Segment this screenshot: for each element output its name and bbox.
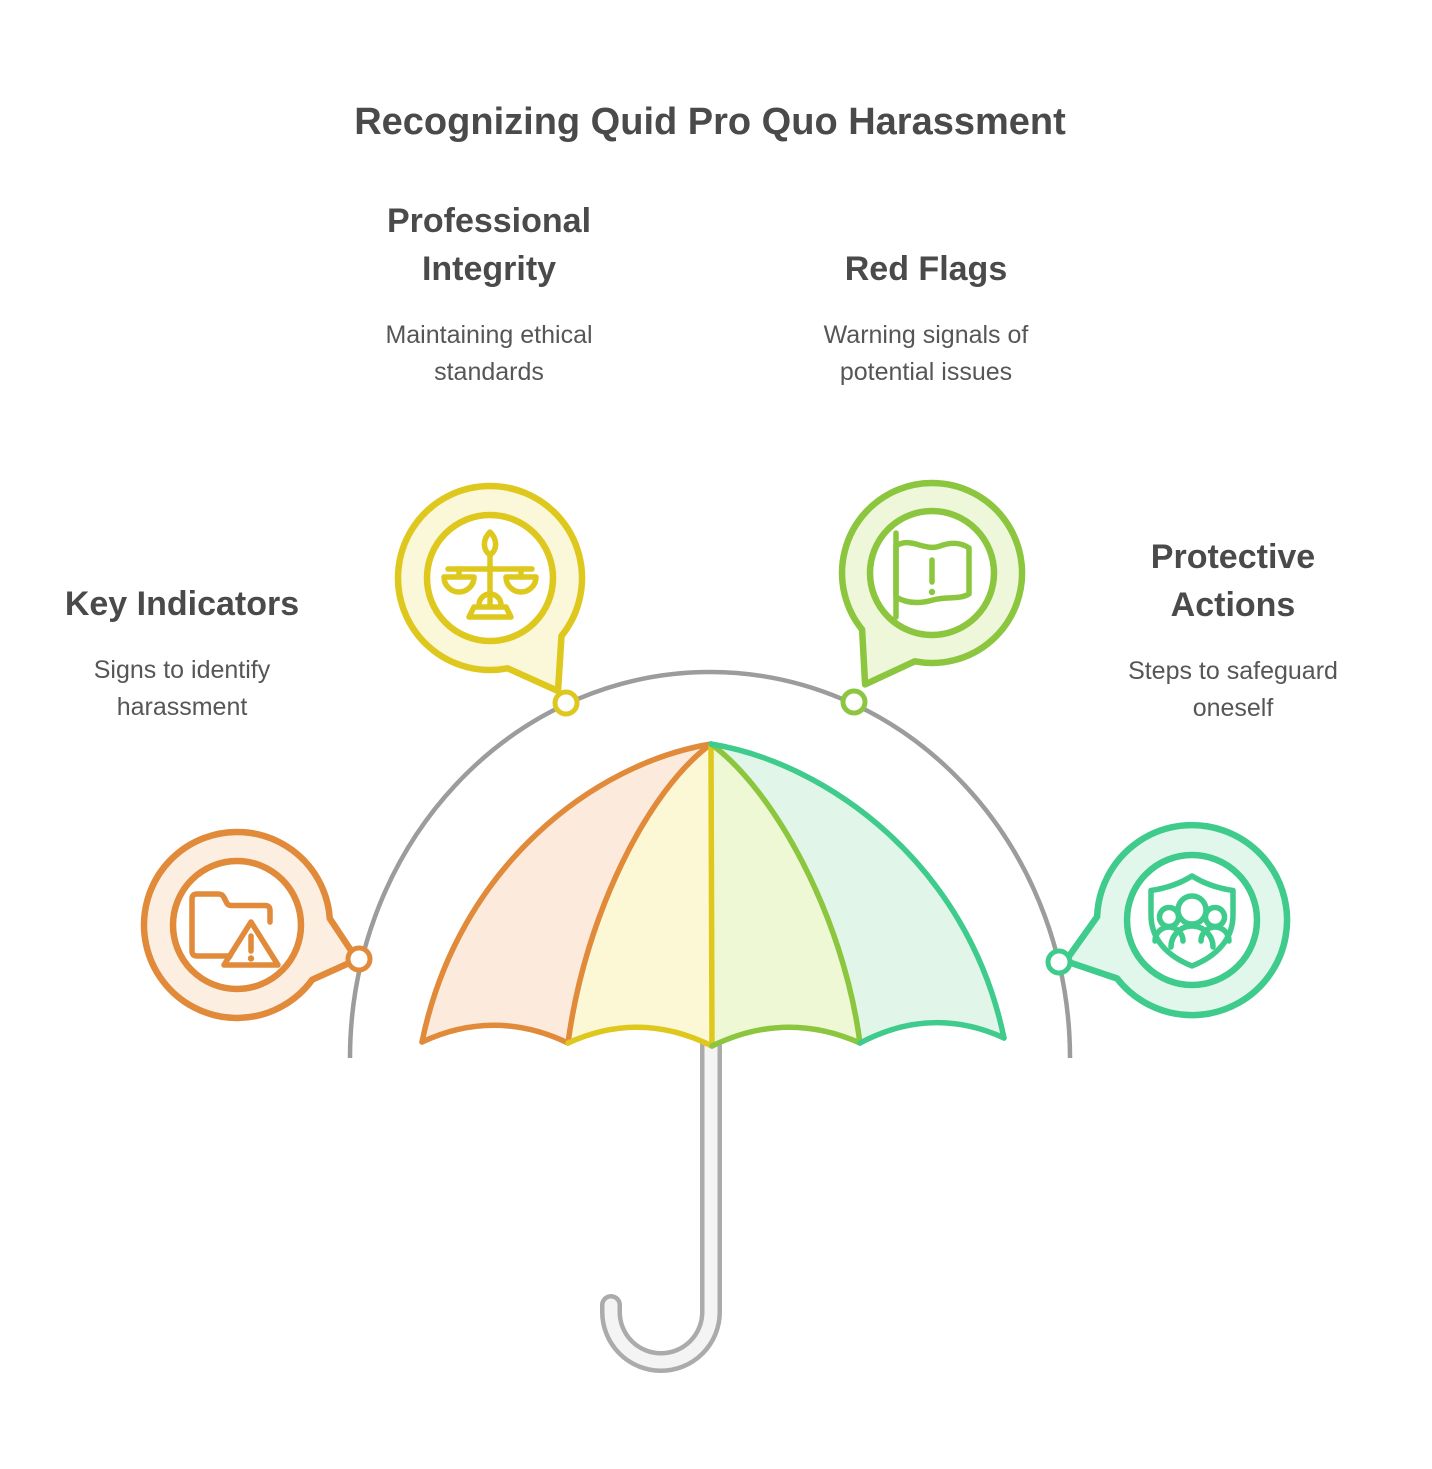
connector-dot-emerald bbox=[1048, 951, 1070, 973]
section-protective-actions bbox=[1098, 533, 1368, 727]
section-description: Warning signals of potential issues bbox=[823, 321, 1029, 386]
section-heading: Protective Actions bbox=[1150, 538, 1316, 624]
section-key-indicators bbox=[32, 580, 332, 726]
section-professional-integrity bbox=[349, 197, 629, 391]
section-red-flags bbox=[776, 245, 1076, 391]
umbrella-canopy bbox=[422, 744, 1004, 1046]
section-heading: Red Flags bbox=[844, 250, 1008, 288]
bubble-red-flags bbox=[842, 483, 1022, 713]
section-heading: Key Indicators bbox=[64, 585, 300, 623]
section-description: Maintaining ethical standards bbox=[385, 321, 593, 386]
connector-dot-yellow bbox=[555, 692, 577, 714]
connector-dot-lime bbox=[843, 691, 865, 713]
bubble-professional-integrity bbox=[398, 486, 582, 714]
section-description: Signs to identify harassment bbox=[93, 656, 271, 721]
page-title: Recognizing Quid Pro Quo Harassment bbox=[354, 101, 1066, 143]
handle-core bbox=[611, 1040, 711, 1362]
umbrella-rib-center bbox=[711, 744, 712, 1046]
handle-outline bbox=[611, 1040, 711, 1362]
section-description: Steps to safeguard oneself bbox=[1128, 657, 1338, 722]
section-heading: Professional Integrity bbox=[386, 202, 592, 288]
connector-dot-orange bbox=[348, 948, 370, 970]
bubble-key-indicators bbox=[144, 832, 370, 1018]
bubble-protective-actions bbox=[1048, 825, 1287, 1015]
umbrella-handle bbox=[611, 1040, 711, 1362]
